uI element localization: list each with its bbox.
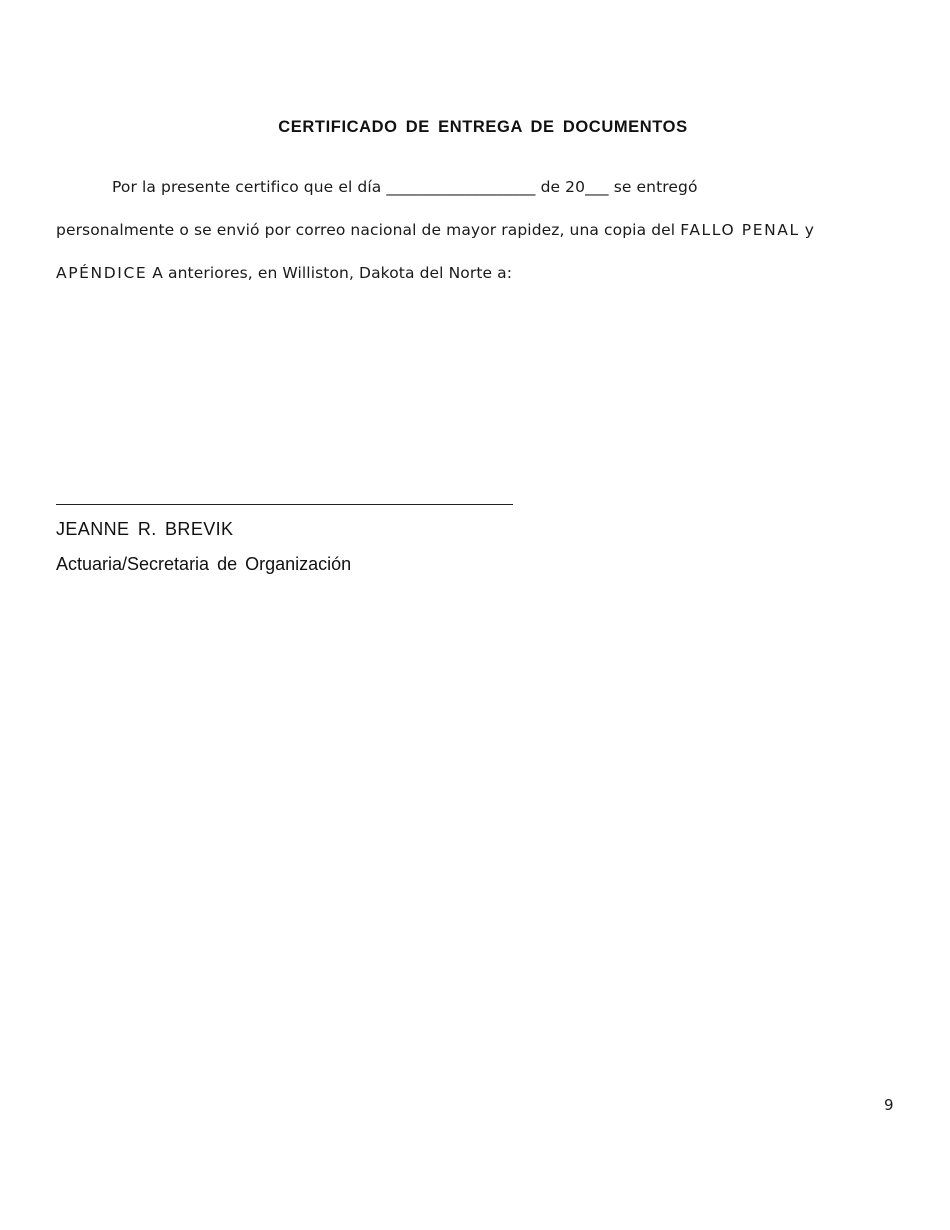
body-line-3	[56, 264, 512, 282]
date-blank: ___________________	[386, 178, 536, 196]
location-text: A anteriores, en Williston, Dakota del Norte a:	[152, 264, 513, 282]
delivery-method-text: personalmente o se envió por correo nacional de mayor rapidez, una copia del	[56, 221, 676, 239]
conjunction-text: y	[804, 221, 815, 239]
certify-text: Por la presente certifico que el día	[112, 178, 382, 196]
document-name: FALLO PENAL	[680, 221, 800, 239]
body-line-2	[56, 221, 814, 239]
signer-title: Actuaria/Secretaria de Organización	[56, 554, 352, 574]
document-title: CERTIFICADO DE ENTREGA DE DOCUMENTOS	[278, 118, 688, 136]
page-number: 9	[884, 1096, 894, 1114]
signature-line	[56, 504, 513, 505]
year-prefix-text: de 20	[540, 178, 586, 196]
body-line-1	[112, 178, 698, 196]
delivered-text: se entregó	[613, 178, 698, 196]
appendix-label: APÉNDICE	[56, 264, 148, 282]
year-blank: ___	[585, 178, 609, 196]
signer-name: JEANNE R. BREVIK	[56, 519, 234, 539]
